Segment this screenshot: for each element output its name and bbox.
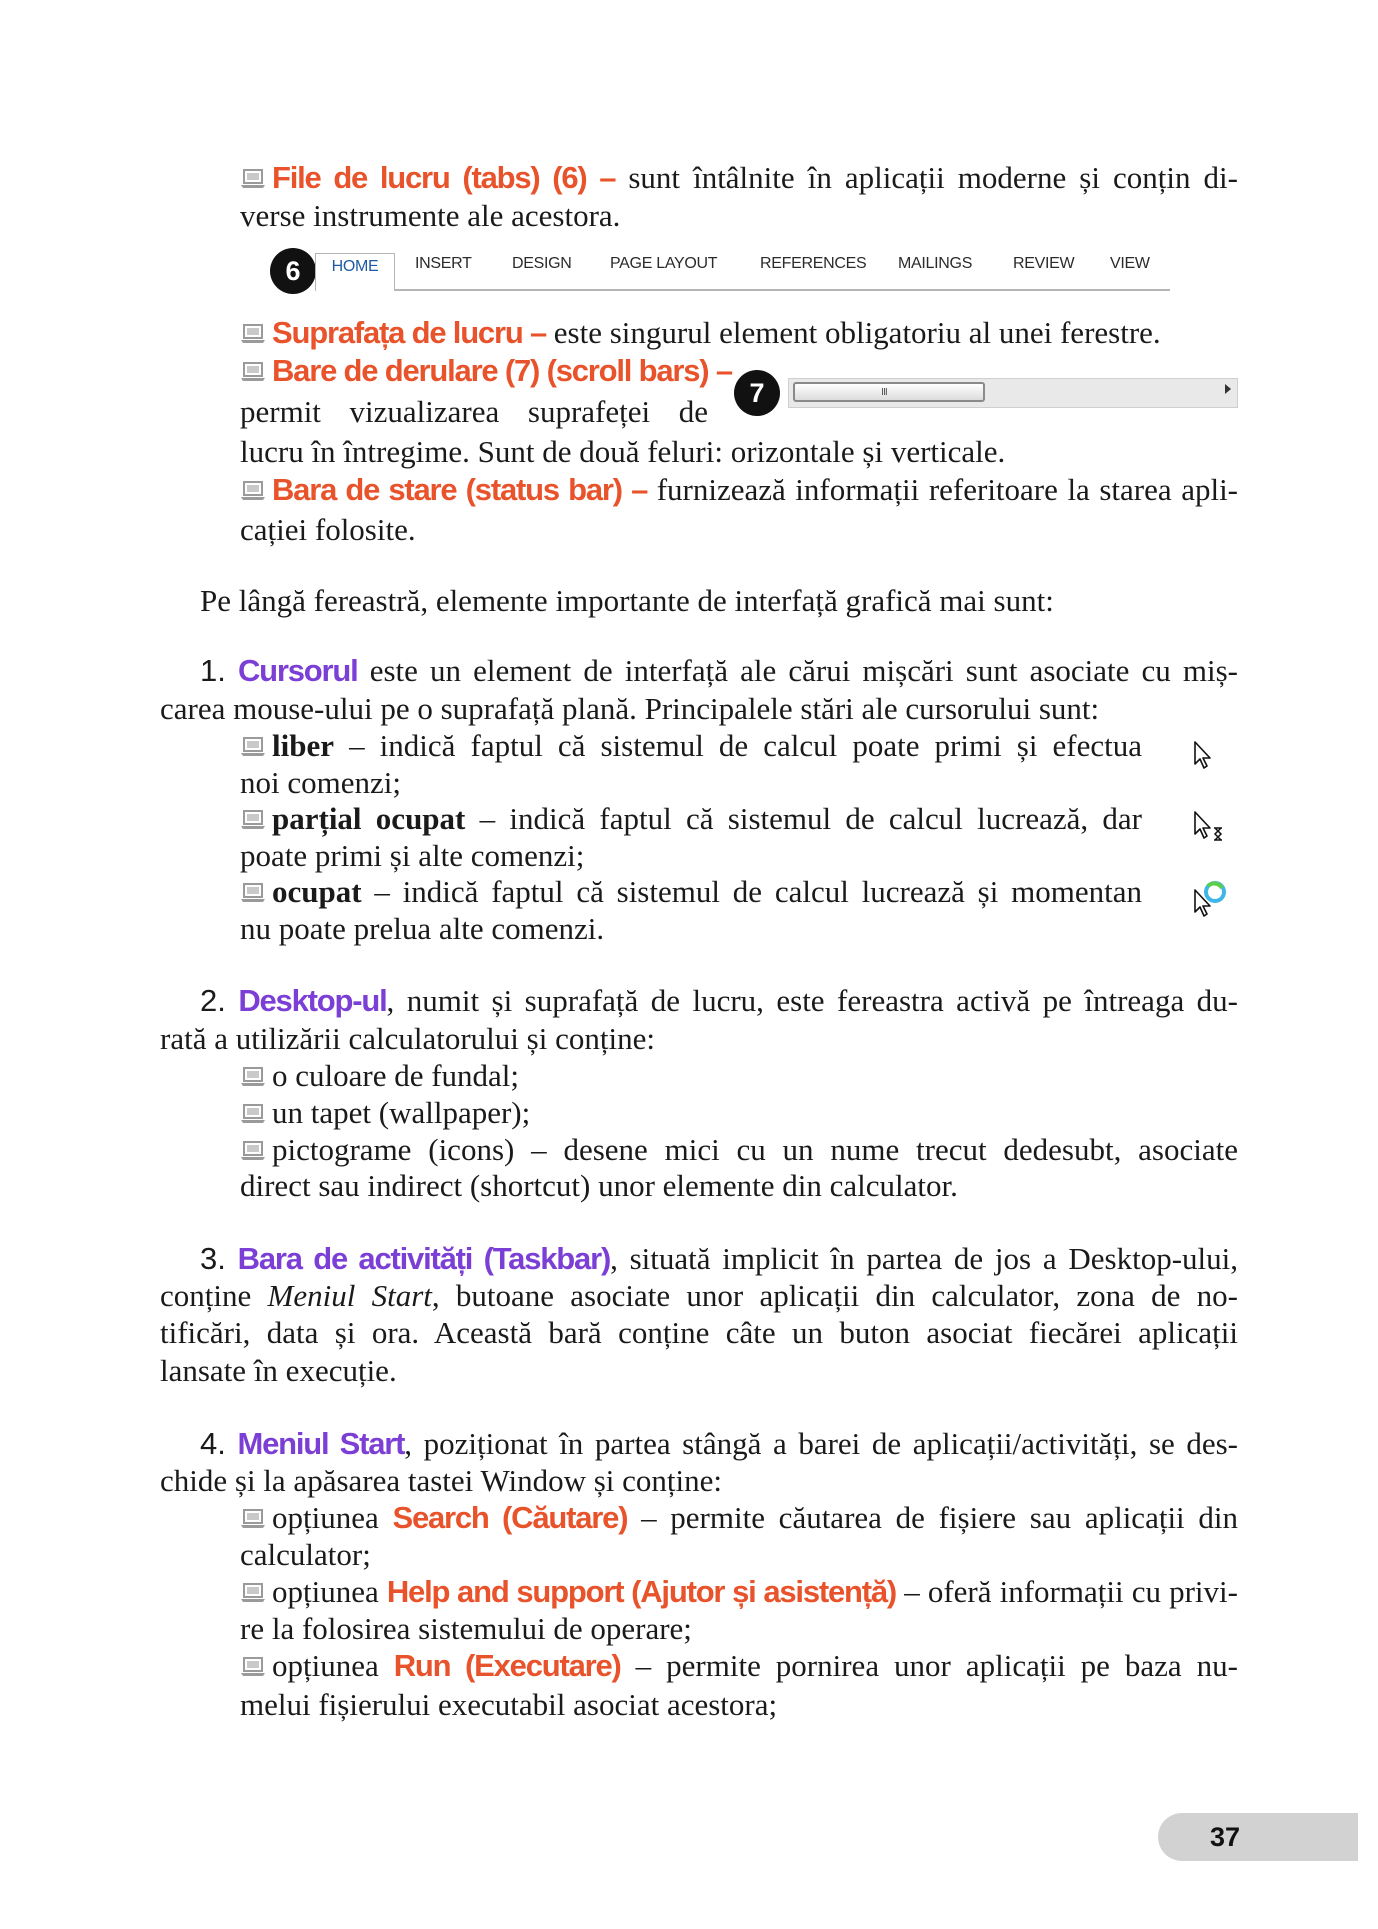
start-item-search-desc-2: calculator; [240,1537,371,1572]
desktop-item-1-text: o culoare de fundal; [272,1058,520,1093]
desktop-text-2: rată a utilizării calculatorului și conține: [160,1021,655,1056]
scroll-right-arrow-icon[interactable] [1225,384,1231,394]
laptop-icon [240,323,266,345]
tabs-paragraph-line1 [240,159,1238,197]
cursor-paragraph-line1 [200,652,1238,690]
taskbar-paragraph-line1 [200,1240,1238,1278]
start-text-1: , poziționat în partea stângă a barei de aplicații/activități, se des- [404,1426,1238,1461]
desktop-number: 2. [200,983,226,1018]
laptop-icon [240,1140,266,1162]
start-item-run [240,1647,1238,1685]
statusbar-heading: Bara de stare (status bar) – [272,472,648,507]
laptop-icon [240,736,266,758]
scrollbar-thumb[interactable] [793,382,985,402]
page-number: 37 [1210,1822,1241,1852]
start-item-help-pre: opțiunea [272,1574,387,1609]
cursor-term-partial: parțial ocupat [272,801,466,836]
desktop-item-2 [240,1094,530,1132]
desktop-item-3 [240,1131,1238,1169]
taskbar-text-2b: , butoane asociate unor aplicații din calculator, zona de no- [431,1278,1238,1313]
tab-page-layout[interactable]: PAGE LAYOUT [610,255,718,272]
option-search: Search (Căutare) [392,1500,628,1535]
scrollbars-heading-line [240,352,732,390]
cursor-free-desc-2: noi comenzi; [240,765,401,800]
laptop-icon [240,882,266,904]
desktop-item-3-text-2: direct sau indirect (shortcut) unor elemente din calculator. [240,1168,958,1203]
desktop-text-1: , numit și suprafață de lucru, este fereastra activă pe întreaga du- [386,983,1238,1018]
statusbar-text-1: furnizează informații referitoare la starea apli- [656,472,1239,507]
cursor-partial-desc: – indică faptul că sistemul de calcul lucrează, dar [479,801,1142,836]
cursor-busy-desc: – indică faptul că sistemul de calcul lucrează și momentan [374,874,1142,909]
start-item-run-desc: – permite pornirea unor aplicații pe baza nu- [620,1648,1238,1683]
tab-home[interactable]: HOME [315,253,395,292]
grip-icon: III [881,387,887,398]
tab-review[interactable]: REVIEW [1013,255,1075,272]
tabs-text-2: verse instrumente ale acestora. [240,198,621,233]
desktop-paragraph-line1 [200,982,1238,1020]
arrow-cursor-icon [1193,740,1215,770]
tabs-text-1: sunt întâlnite în aplicații moderne și conțin di- [628,160,1238,195]
busy-cursor-icon [1193,878,1229,920]
taskbar-start-menu-ref: Meniul Start [267,1278,432,1313]
tabs-heading: File de lucru (tabs) (6) – [272,160,616,195]
taskbar-text-2 [160,1277,1238,1315]
taskbar-number: 3. [200,1241,226,1276]
workarea-heading: Suprafața de lucru – [272,315,547,350]
cursor-item-partial [240,800,1142,838]
start-item-search [240,1499,1238,1537]
cursor-term-free: liber [272,728,334,763]
start-text-2: chide și la apăsarea tastei Window și conține: [160,1463,723,1498]
statusbar-paragraph-line1 [240,471,1238,509]
arrow-busy-cursor-icon [1193,810,1229,842]
option-help-support: Help and support (Ajutor și asistență) [386,1574,897,1609]
ribbon-tabs [315,247,1170,291]
cursor-text-2: carea mouse-ului pe o suprafață plană. Principalele stări ale cursorului sunt: [160,691,1100,726]
start-item-help-desc: – oferă informații cu privi- [896,1574,1238,1609]
page-number-tab [1158,1813,1358,1861]
start-item-run-pre: opțiunea [272,1648,394,1683]
laptop-icon [240,1103,266,1125]
workarea-paragraph [240,314,1161,352]
desktop-item-2-text: un tapet (wallpaper); [272,1095,531,1130]
scrollbars-text-1: permit vizualizarea suprafeței de [240,394,708,429]
intro-text: Pe lângă fereastră, elemente importante de interfață grafică mai sunt: [200,583,1054,618]
desktop-item-3-text: pictograme (icons) – desene mici cu un nume trecut dedesubt, asociate [272,1132,1238,1167]
horizontal-scrollbar[interactable] [788,378,1238,408]
cursor-item-free [240,727,1142,765]
start-item-help-desc-2: re la folosirea sistemului de operare; [240,1611,692,1646]
desktop-heading: Desktop-ul [238,983,387,1018]
start-number: 4. [200,1426,226,1461]
cursor-free-desc: – indică faptul că sistemul de calcul poate primi și efectua [349,728,1143,763]
taskbar-heading: Bara de activități (Taskbar) [237,1241,611,1276]
taskbar-text-1: , situată implicit în partea de jos a Desktop-ului, [610,1241,1238,1276]
tab-view[interactable]: VIEW [1110,255,1150,272]
laptop-icon [240,361,266,383]
laptop-icon [240,1656,266,1678]
cursor-number: 1. [200,653,226,688]
start-heading: Meniul Start [237,1426,405,1461]
cursor-heading: Cursorul [237,653,358,688]
callout-badge-6: 6 [270,248,316,294]
start-item-search-desc: – permite căutarea de fișiere sau aplicații din [627,1500,1238,1535]
tab-insert[interactable]: INSERT [415,255,472,272]
start-item-help [240,1573,1238,1611]
tab-design[interactable]: DESIGN [512,255,572,272]
start-item-run-desc-2: melui fișierului executabil asociat acestora; [240,1687,778,1722]
laptop-icon [240,809,266,831]
start-item-search-pre: opțiunea [272,1500,393,1535]
taskbar-text-2a: conține [160,1278,268,1313]
tab-mailings[interactable]: MAILINGS [898,255,973,272]
cursor-busy-desc-2: nu poate prelua alte comenzi. [240,911,605,946]
cursor-text-1: este un element de interfață ale cărui mișcări sunt asociate cu miș- [369,653,1239,688]
taskbar-text-4: lansate în execuție. [160,1353,397,1388]
tab-references[interactable]: REFERENCES [760,255,867,272]
scrollbars-heading: Bare de derulare (7) (scroll bars) – [272,353,732,388]
scrollbars-text-2: lucru în întregime. Sunt de două feluri: orizontale și verticale. [240,434,1006,469]
start-paragraph-line1 [200,1425,1238,1463]
desktop-item-1 [240,1057,519,1095]
taskbar-text-3: tificări, data și ora. Această bară conține câte un buton asociat fiecărei aplicații [160,1315,1238,1350]
laptop-icon [240,1066,266,1088]
laptop-icon [240,480,266,502]
cursor-item-busy [240,873,1142,911]
statusbar-text-2: cației folosite. [240,512,416,547]
laptop-icon [240,1508,266,1530]
laptop-icon [240,1582,266,1604]
workarea-text: este singurul element obligatoriu al unei ferestre. [553,315,1161,350]
laptop-icon [240,168,266,190]
option-run: Run (Executare) [393,1648,621,1683]
cursor-term-busy: ocupat [272,874,362,909]
cursor-partial-desc-2: poate primi și alte comenzi; [240,838,585,873]
callout-badge-7: 7 [734,370,780,416]
